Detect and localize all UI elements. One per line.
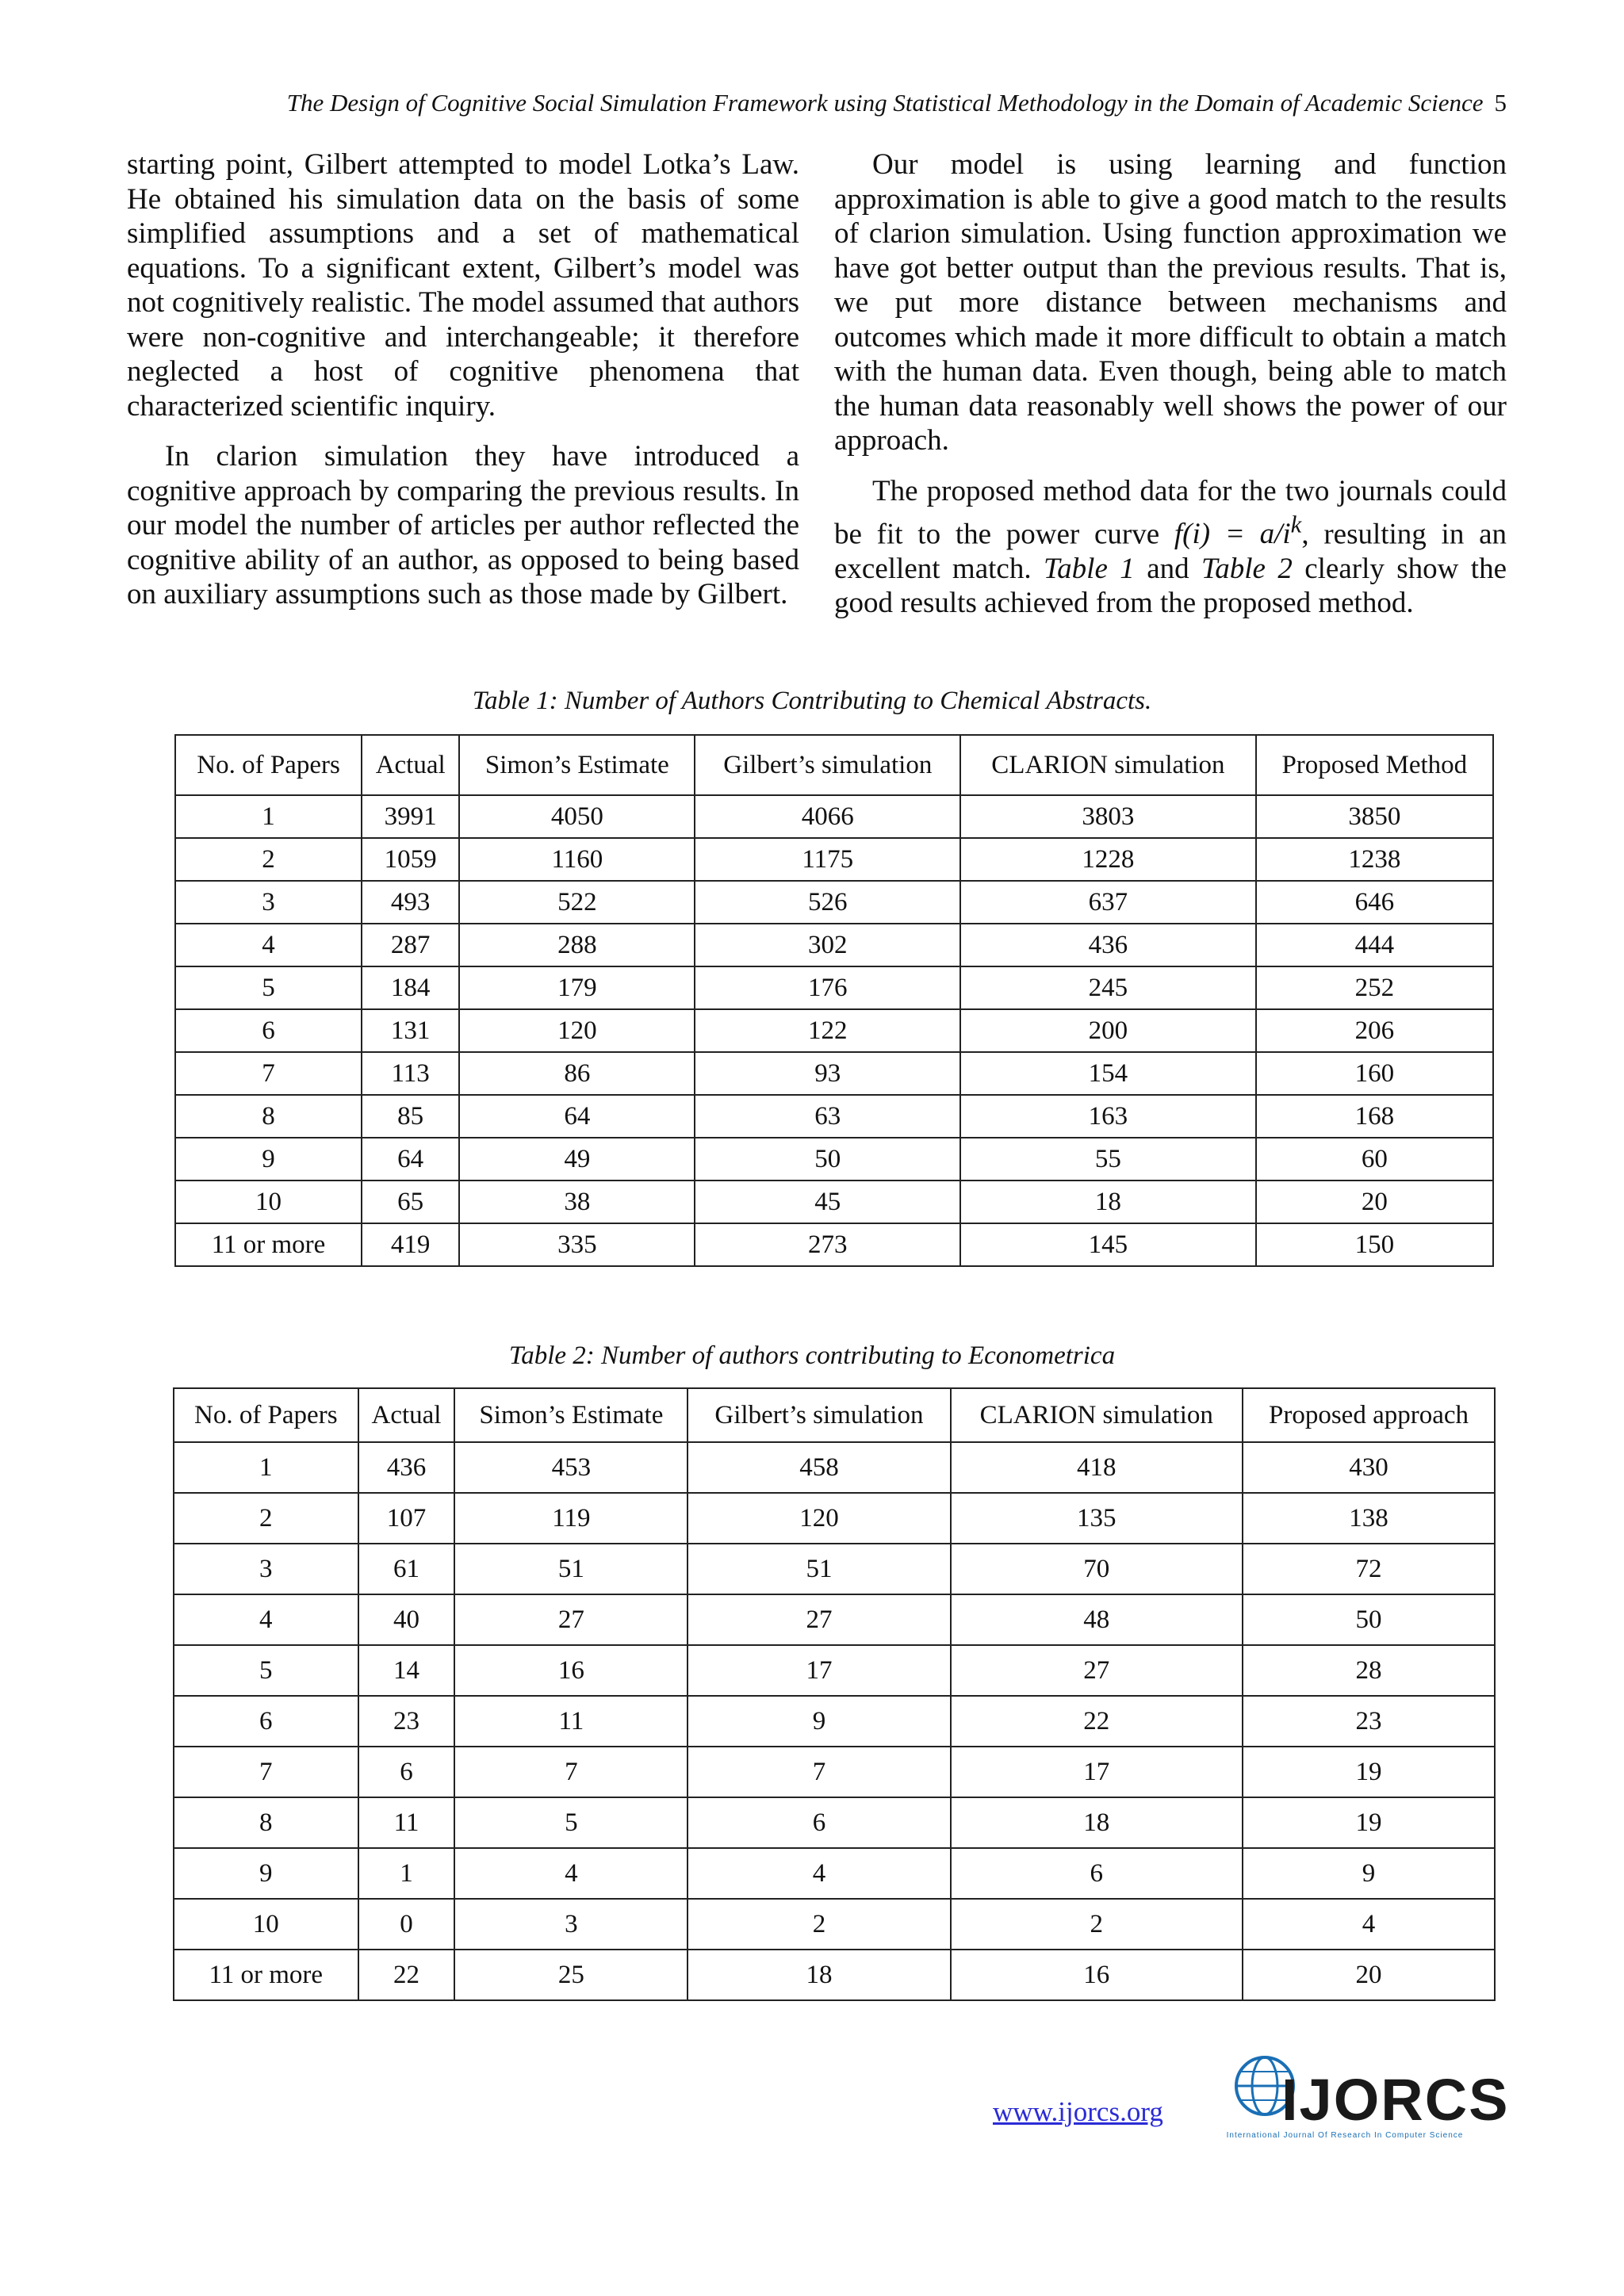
table-cell: 7: [454, 1747, 688, 1797]
table-cell: 522: [459, 881, 695, 924]
column-header: No. of Papers: [174, 1388, 358, 1442]
table-cell: 20: [1243, 1950, 1495, 2000]
column-header: Proposed Method: [1256, 735, 1493, 795]
column-header: Proposed approach: [1243, 1388, 1495, 1442]
table-cell: 3803: [960, 795, 1255, 838]
table-row: [174, 1544, 1495, 1594]
table-cell: 206: [1256, 1009, 1493, 1052]
table-cell: 119: [454, 1493, 688, 1544]
table-cell: 7: [174, 1747, 358, 1797]
table-cell: 55: [960, 1138, 1255, 1181]
table-cell: 2: [175, 838, 362, 881]
right-paragraph-1: Our model is using learning and function approximation is able to give a good match to the results of clarion simulation. Using function approximation we have got better output than the previous results. That is, we put more distance between mechanisms and outcomes which made it more difficult to obtain a match with the human data. Even though, being able to match the human data reasonably well shows the power of our approach.: [834, 148, 1507, 457]
table-cell: 17: [951, 1747, 1243, 1797]
table-cell: 9: [174, 1848, 358, 1899]
table-cell: 10: [174, 1899, 358, 1950]
table-row: [174, 1848, 1495, 1899]
left-paragraph-1: starting point, Gilbert attempted to model Lotka’s Law. He obtained his simulation data on the basis of some simplified assumptions and a set of mathematical equations. To a significant extent, Gilbert’s model was not cognitively realistic. The model assumed that authors were non-cognitive and interchangeable; it therefore neglected a host of cognitive phenomena that characterized scientific inquiry.: [127, 148, 799, 423]
logo-tagline: International Journal Of Research In Computer Science: [1226, 2131, 1464, 2140]
table-cell: 138: [1243, 1493, 1495, 1544]
table-cell: 27: [454, 1594, 688, 1645]
table-cell: 335: [459, 1223, 695, 1266]
table-cell: 40: [358, 1594, 455, 1645]
table-row: [174, 1797, 1495, 1848]
table-cell: 63: [695, 1095, 960, 1138]
table-2-reference: Table 2: [1201, 552, 1293, 585]
table-cell: 6: [174, 1696, 358, 1747]
running-header: [127, 89, 1507, 117]
table-cell: 16: [454, 1645, 688, 1696]
text-segment: The proposed method data for the two journals could be fit to the power curve: [834, 474, 1507, 551]
table-cell: 17: [688, 1645, 950, 1696]
table-cell: 252: [1256, 966, 1493, 1009]
table-cell: 6: [688, 1797, 950, 1848]
table-cell: 11: [454, 1696, 688, 1747]
table-row: [175, 966, 1493, 1009]
table-cell: 51: [688, 1544, 950, 1594]
table-cell: 163: [960, 1095, 1255, 1138]
table-cell: 93: [695, 1052, 960, 1095]
right-column: [834, 147, 1507, 637]
table-cell: 45: [695, 1181, 960, 1223]
table-cell: 65: [362, 1181, 459, 1223]
table-cell: 150: [1256, 1223, 1493, 1266]
table-row: [174, 1594, 1495, 1645]
journal-article-title: The Design of Cognitive Social Simulation Framework using Statistical Methodology in the Domain of Academic Science: [286, 89, 1484, 117]
table-cell: 64: [362, 1138, 459, 1181]
table-cell: 3: [454, 1899, 688, 1950]
table-header-row: [175, 735, 1493, 795]
table-cell: 168: [1256, 1095, 1493, 1138]
table-cell: 1059: [362, 838, 459, 881]
table-row: [175, 838, 1493, 881]
table-cell: 2: [174, 1493, 358, 1544]
column-header: Gilbert’s simulation: [695, 735, 960, 795]
table-cell: 436: [960, 924, 1255, 966]
text-segment: and: [1134, 552, 1202, 585]
table-cell: 51: [454, 1544, 688, 1594]
table-cell: 458: [688, 1442, 950, 1493]
logo-wordmark: IJORCS: [1281, 2067, 1510, 2133]
table-cell: 4: [175, 924, 362, 966]
table-2-caption: Table 2: Number of authors contributing to Econometrica: [508, 1341, 1116, 1370]
table-cell: 48: [951, 1594, 1243, 1645]
table-cell: 20: [1256, 1181, 1493, 1223]
table-row: [174, 1442, 1495, 1493]
table-row: [175, 924, 1493, 966]
table-cell: 419: [362, 1223, 459, 1266]
power-curve-formula: $f(i) = a/i^k$: [1174, 511, 1302, 551]
table-cell: 5: [174, 1645, 358, 1696]
table-cell: 19: [1243, 1797, 1495, 1848]
right-paragraph-2: [834, 474, 1507, 621]
table-cell: 302: [695, 924, 960, 966]
column-header: Simon’s Estimate: [459, 735, 695, 795]
table-cell: 200: [960, 1009, 1255, 1052]
table-cell: 245: [960, 966, 1255, 1009]
table-1-reference: Table 1: [1044, 552, 1135, 585]
table-cell: 18: [960, 1181, 1255, 1223]
table-cell: 4: [174, 1594, 358, 1645]
table-cell: 1228: [960, 838, 1255, 881]
table-row: [175, 1009, 1493, 1052]
table-cell: 3: [174, 1544, 358, 1594]
table-cell: 4: [1243, 1899, 1495, 1950]
table-cell: 49: [459, 1138, 695, 1181]
ijorcs-logo: [1202, 2052, 1510, 2147]
table-row: [174, 1645, 1495, 1696]
table-row: [174, 1696, 1495, 1747]
table-cell: 72: [1243, 1544, 1495, 1594]
table-cell: 27: [951, 1645, 1243, 1696]
table-row: [174, 1493, 1495, 1544]
journal-website-link[interactable]: www.ijorcs.org: [993, 2096, 1163, 2127]
table-cell: 8: [174, 1797, 358, 1848]
table-cell: 107: [358, 1493, 455, 1544]
table-cell: 145: [960, 1223, 1255, 1266]
column-header: Simon’s Estimate: [454, 1388, 688, 1442]
table-cell: 135: [951, 1493, 1243, 1544]
table-cell: 179: [459, 966, 695, 1009]
table-cell: 50: [695, 1138, 960, 1181]
table-cell: 1238: [1256, 838, 1493, 881]
text-segment: clearly show the good results achieved from the proposed method.: [834, 552, 1507, 620]
table-cell: 25: [454, 1950, 688, 2000]
table-row: [174, 1899, 1495, 1950]
table-1: [174, 734, 1494, 1267]
table-cell: 1175: [695, 838, 960, 881]
table-cell: 1: [174, 1442, 358, 1493]
table-cell: 5: [454, 1797, 688, 1848]
table-row: [174, 1747, 1495, 1797]
column-header: Actual: [362, 735, 459, 795]
table-cell: 9: [1243, 1848, 1495, 1899]
table-cell: 120: [688, 1493, 950, 1544]
table-cell: 493: [362, 881, 459, 924]
table-cell: 85: [362, 1095, 459, 1138]
table-cell: 86: [459, 1052, 695, 1095]
table-cell: 3991: [362, 795, 459, 838]
table-cell: 23: [358, 1696, 455, 1747]
table-cell: 11 or more: [174, 1950, 358, 2000]
table-cell: 23: [1243, 1696, 1495, 1747]
table-cell: 1: [358, 1848, 455, 1899]
table-cell: 38: [459, 1181, 695, 1223]
table-cell: 6: [175, 1009, 362, 1052]
table-cell: 27: [688, 1594, 950, 1645]
table-cell: 18: [951, 1797, 1243, 1848]
table-cell: 646: [1256, 881, 1493, 924]
column-header: CLARION simulation: [951, 1388, 1243, 1442]
table-cell: 273: [695, 1223, 960, 1266]
table-cell: 11 or more: [175, 1223, 362, 1266]
table-cell: 637: [960, 881, 1255, 924]
table-cell: 436: [358, 1442, 455, 1493]
table-cell: 7: [688, 1747, 950, 1797]
table-cell: 5: [175, 966, 362, 1009]
table-cell: 28: [1243, 1645, 1495, 1696]
column-header: CLARION simulation: [960, 735, 1255, 795]
text-segment: , resulting in an excellent match.: [834, 518, 1507, 585]
table-cell: 154: [960, 1052, 1255, 1095]
table-cell: 2: [951, 1899, 1243, 1950]
table-cell: 60: [1256, 1138, 1493, 1181]
table-cell: 2: [688, 1899, 950, 1950]
table-cell: 444: [1256, 924, 1493, 966]
table-cell: 6: [358, 1747, 455, 1797]
table-cell: 1160: [459, 838, 695, 881]
table-row: [175, 1138, 1493, 1181]
table-cell: 453: [454, 1442, 688, 1493]
table-cell: 6: [951, 1848, 1243, 1899]
table-cell: 10: [175, 1181, 362, 1223]
table-row: [175, 795, 1493, 838]
table-cell: 19: [1243, 1747, 1495, 1797]
table-cell: 287: [362, 924, 459, 966]
table-cell: 4066: [695, 795, 960, 838]
table-row: [175, 1223, 1493, 1266]
table-cell: 113: [362, 1052, 459, 1095]
table-cell: 430: [1243, 1442, 1495, 1493]
left-paragraph-2: In clarion simulation they have introduced a cognitive approach by comparing the previous results. In our model the number of articles per author reflected the cognitive ability of an author, as opposed to being based on auxiliary assumptions such as those made by Gilbert.: [127, 440, 799, 610]
table-cell: 131: [362, 1009, 459, 1052]
table-cell: 526: [695, 881, 960, 924]
page-number: 5: [1494, 89, 1507, 117]
left-column: [127, 147, 799, 628]
table-cell: 4: [688, 1848, 950, 1899]
table-cell: 184: [362, 966, 459, 1009]
table-cell: 11: [358, 1797, 455, 1848]
table-cell: 61: [358, 1544, 455, 1594]
table-cell: 3: [175, 881, 362, 924]
table-row: [174, 1950, 1495, 2000]
table-cell: 418: [951, 1442, 1243, 1493]
table-cell: 16: [951, 1950, 1243, 2000]
table-row: [175, 1095, 1493, 1138]
table-cell: 50: [1243, 1594, 1495, 1645]
table-cell: 14: [358, 1645, 455, 1696]
table-cell: 4050: [459, 795, 695, 838]
table-cell: 4: [454, 1848, 688, 1899]
table-cell: 176: [695, 966, 960, 1009]
table-header-row: [174, 1388, 1495, 1442]
table-cell: 8: [175, 1095, 362, 1138]
table-cell: 7: [175, 1052, 362, 1095]
table-row: [175, 1052, 1493, 1095]
table-cell: 70: [951, 1544, 1243, 1594]
table-row: [175, 881, 1493, 924]
table-cell: 1: [175, 795, 362, 838]
table-cell: 120: [459, 1009, 695, 1052]
table-1-caption: Table 1: Number of Authors Contributing to Chemical Abstracts.: [472, 687, 1152, 715]
table-cell: 64: [459, 1095, 695, 1138]
table-cell: 0: [358, 1899, 455, 1950]
column-header: Actual: [358, 1388, 455, 1442]
table-cell: 122: [695, 1009, 960, 1052]
table-2: [173, 1387, 1496, 2001]
table-cell: 3850: [1256, 795, 1493, 838]
table-row: [175, 1181, 1493, 1223]
table-cell: 288: [459, 924, 695, 966]
table-cell: 18: [688, 1950, 950, 2000]
table-cell: 9: [688, 1696, 950, 1747]
table-cell: 160: [1256, 1052, 1493, 1095]
table-cell: 9: [175, 1138, 362, 1181]
table-cell: 22: [358, 1950, 455, 2000]
column-header: No. of Papers: [175, 735, 362, 795]
table-cell: 22: [951, 1696, 1243, 1747]
column-header: Gilbert’s simulation: [688, 1388, 950, 1442]
